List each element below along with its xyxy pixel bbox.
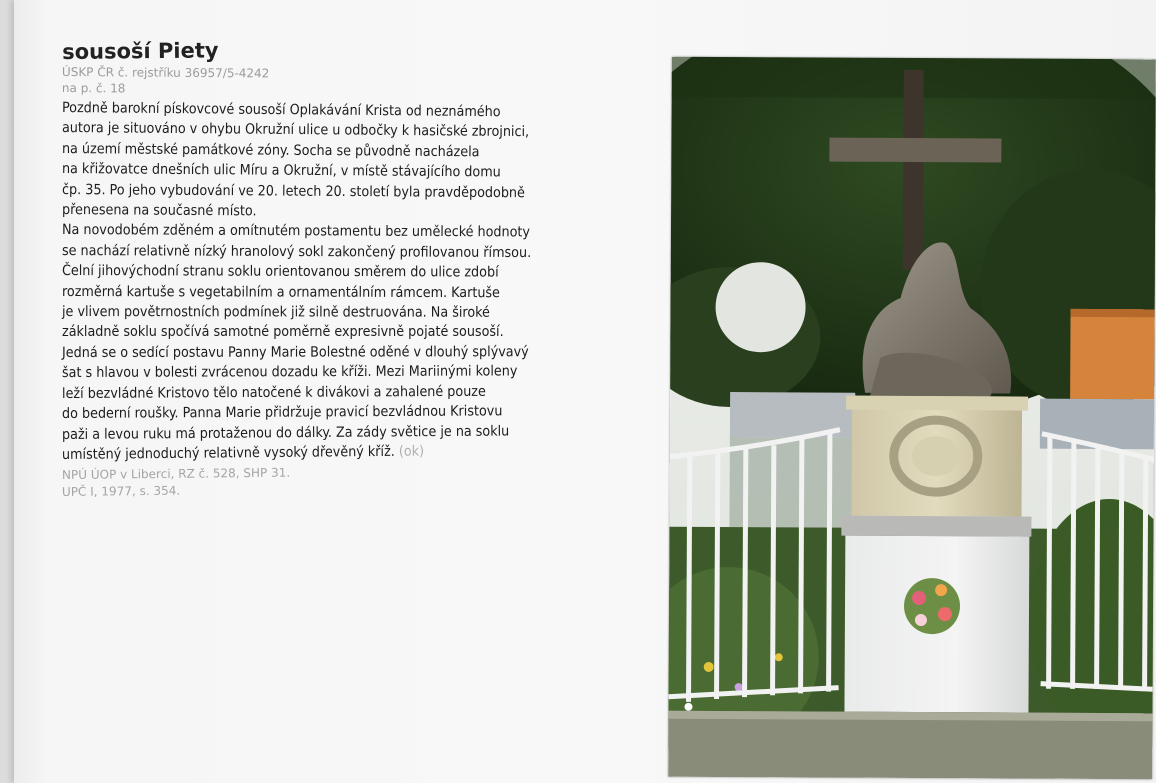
- reference-item: NPÚ ÚOP v Liberci, RZ č. 528, SHP 31.: [61, 465, 291, 483]
- reference-item: UPČ I, 1977, s. 354.: [61, 483, 181, 500]
- body-line: na území městské památkové zóny. Socha se původně nacházela: [61, 140, 480, 161]
- pieta-statue-photo: [668, 57, 1156, 780]
- references: [62, 467, 632, 501]
- last-line-text: umístěný jednoduchý relativně vysoký dřevěný kříž.: [61, 443, 395, 463]
- article-body: [62, 98, 632, 465]
- book-page: [14, 0, 1156, 783]
- body-line: je vlivem povětrnostních podmínek již silně destruována. Na široké: [61, 304, 490, 321]
- body-line: Jedná se o sedící postavu Panny Marie Bolestné oděné v dlouhý splývavý: [61, 344, 529, 361]
- body-line: Pozdně barokní pískovcové sousoší Oplakávání Krista od neznámého: [61, 100, 501, 121]
- body-line: šat s hlavou v bolesti zvrácenou dozadu ke kříži. Mezi Mariinými koleny: [61, 363, 518, 382]
- body-line: se nachází relativně nízký hranolový sokl zakončený profilovanou římsou.: [61, 242, 532, 261]
- author-tag: (ok): [398, 443, 425, 460]
- body-line: rozměrná kartuše s vegetabilním a ornamentálním rámcem. Kartuše: [61, 283, 500, 301]
- body-line: leží bezvládné Kristovo tělo natočené k divákovi a zahalené pouze: [61, 383, 486, 402]
- body-line: autora je situováno v ohybu Okružní ulice u odbočky k hasičské zbrojnici,: [61, 120, 530, 141]
- body-line: na křižovatce dnešních ulic Míru a Okružní, v místě stávajícího domu: [61, 161, 501, 181]
- body-line: přenesena na současné místo.: [61, 202, 257, 220]
- registry-number: ÚSKP ČR č. rejstříku 36957/5-4242: [61, 64, 270, 81]
- body-line: čp. 35. Po jeho vybudování ve 20. letech 20. století byla pravděpodobně: [61, 181, 525, 201]
- body-line: Čelní jihovýchodní stranu soklu orientovanou směrem do ulice zdobí: [61, 263, 499, 281]
- body-line: do bederní roušky. Panna Marie přidržuje pravicí bezvládnou Kristovu: [61, 403, 503, 423]
- body-line: Na novodobém zděném a omítnutém postamentu bez umělecké hodnoty: [61, 222, 531, 241]
- article-text-column: [62, 40, 632, 501]
- body-line: paži a levou ruku má protaženou do dálky. Za zády světice je na soklu: [61, 422, 510, 443]
- article-title: sousoší Piety: [62, 38, 219, 64]
- parcel-number: na p. č. 18: [61, 80, 126, 96]
- body-line: základně soklu spočívá samotné poměrně expresivně pojaté sousoší.: [62, 324, 504, 341]
